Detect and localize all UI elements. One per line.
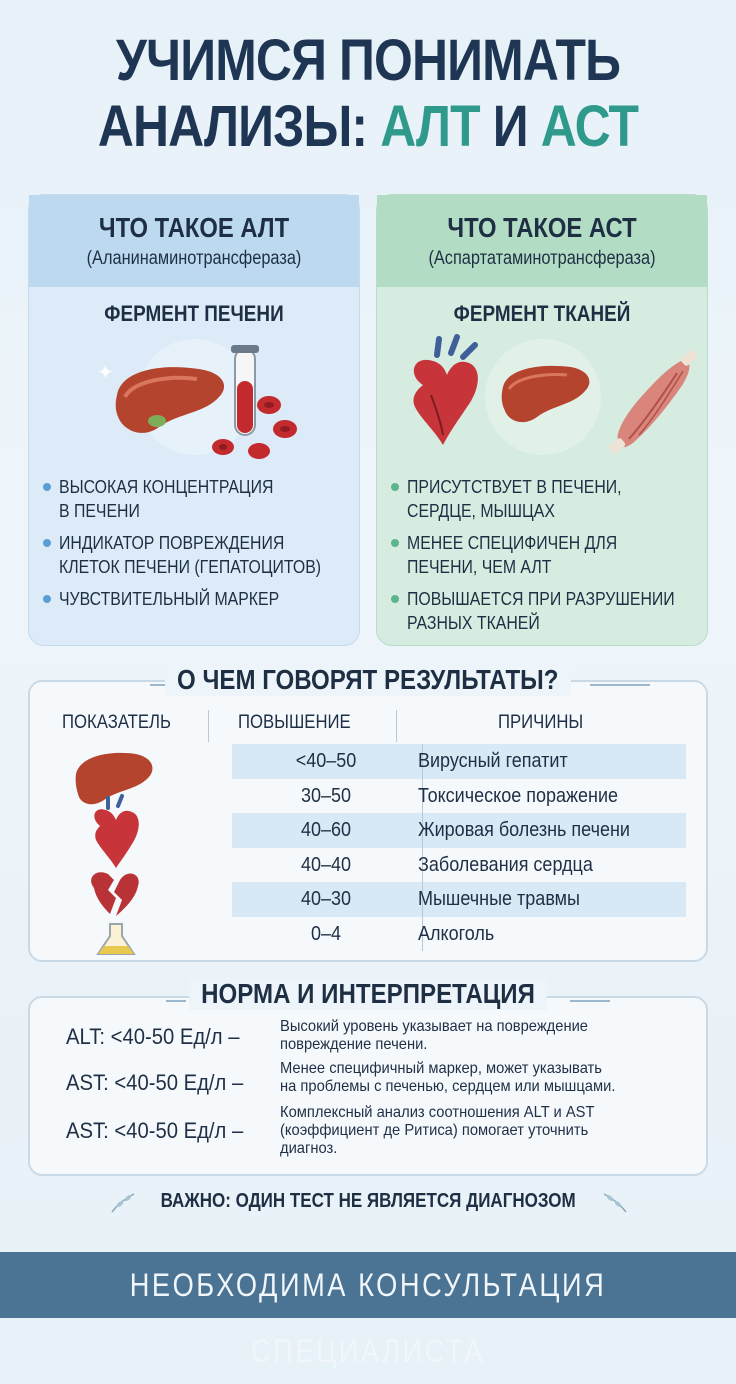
alt-bullet [59,587,347,611]
heart-icon [94,796,138,868]
alt-card-subtitle: (Аланинаминотрансфераза) [86,248,302,269]
column-divider [396,710,397,742]
ast-card-title: ЧТО ТАКОЕ АСТ [447,212,637,243]
title-line-2 [52,94,685,160]
row-reason: Жировая болезнь печени [418,819,630,841]
norm-text: Комплексный анализ соотношения ALT и AST [280,1104,595,1121]
ast-card-header [377,195,707,287]
ast-bullet-text: МЕНЕЕ СПЕЦИФИЧЕН ДЛЯ [407,533,618,553]
alt-bullet-text: ИНДИКАТОР ПОВРЕЖДЕНИЯ [59,533,285,553]
title-accent-ast: АСТ [540,94,639,159]
alt-card-title: ЧТО ТАКОЕ АЛТ [98,212,290,243]
table-row [232,882,686,917]
row-value: 40–60 [300,819,352,841]
ast-bullet [407,475,695,523]
ast-bullet [407,587,695,635]
norm-text: (коэффициент де Ритиса) помогает уточнить [280,1122,589,1139]
title-accent-alt: АЛТ [380,94,480,159]
ast-bullet-text: СЕРДЦЕ, МЫШЦАХ [407,501,555,521]
ast-card-kicker: ФЕРМЕНТ ТКАНЕЙ [453,301,631,326]
norm-text: Менее специфичный маркер, может указывать [280,1060,602,1077]
ast-bullet-text: ПРИСУТСТВУЕТ В ПЕЧЕНИ, [407,477,622,497]
norm-label: AST: <40-50 Ед/л – [66,1118,244,1143]
results-table [232,744,686,951]
norm-text: повреждение печени. [280,1036,428,1053]
row-reason: Алкоголь [418,922,495,945]
norm-text: Высокий уровень указывает на повреждение [280,1018,588,1035]
alt-bullet [59,531,347,579]
test-tube-icon [231,345,259,435]
norm-heading [30,978,706,1010]
ast-card-subtitle: (Аспартатаминотрансфераза) [428,248,656,269]
table-row [232,813,686,848]
title-mid: И [479,94,541,159]
important-note [0,1190,736,1213]
row-reason: Заболевания сердца [418,853,593,876]
norm-label: AST: <40-50 Ед/л – [66,1070,244,1095]
table-row [232,744,686,779]
results-section [28,664,708,962]
norm-heading-text: НОРМА И ИНТЕРПРЕТАЦИЯ [189,978,547,1010]
column-header: ПОВЫШЕНИЕ [238,712,351,733]
norm-section [28,978,708,1176]
footer-banner [0,1252,736,1369]
important-text: ВАЖНО: ОДИН ТЕСТ НЕ ЯВЛЯЕТСЯ ДИАГНОЗОМ [160,1190,576,1212]
ast-bullet-text: ПЕЧЕНИ, ЧЕМ АЛТ [407,557,552,577]
results-heading-text: О ЧЕМ ГОВОРЯТ РЕЗУЛЬТАТЫ? [165,664,570,696]
footer-text: НЕОБХОДИМА КОНСУЛЬТАЦИЯ СПЕЦИАЛИСТА [129,1267,607,1369]
column-divider [208,710,209,742]
ast-bullet-text: РАЗНЫХ ТКАНЕЙ [407,613,540,633]
heart-icon [413,337,477,445]
alt-bullet-text: ЧУВСТВИТЕЛЬНЫЙ МАРКЕР [59,589,280,609]
results-heading [30,664,706,696]
norm-row-ast [66,1060,706,1100]
column-header: ПРИЧИНЫ [498,712,584,733]
row-reason: Токсическое поражение [418,784,619,807]
table-row [232,848,686,883]
alt-bullet-text: В ПЕЧЕНИ [59,501,140,521]
title-line-1: УЧИМСЯ ПОНИМАТЬ [115,28,621,93]
table-row [232,779,686,814]
norm-label: ALT: <40-50 Ед/л – [66,1024,240,1049]
indicator-icons [70,748,160,963]
leaf-ornament-icon [600,1190,630,1216]
ast-bullets [377,465,707,635]
table-header [30,712,706,742]
row-value: <40–50 [295,750,357,772]
norm-text: диагноз. [280,1140,338,1157]
row-value: 40–40 [300,853,352,876]
alt-bullets [29,465,359,611]
table-row [232,917,686,952]
title-prefix: АНАЛИЗЫ: [97,94,381,159]
broken-heart-icon [91,872,139,916]
alt-illustration [29,335,359,465]
liver-icon [76,753,153,804]
alt-bullet-text: КЛЕТОК ПЕЧЕНИ (ГЕПАТОЦИТОВ) [59,557,322,577]
alt-card-header [29,195,359,287]
norm-row-alt [66,1018,706,1058]
alt-bullet-text: ВЫСОКАЯ КОНЦЕНТРАЦИЯ [59,477,274,497]
ast-illustration [377,335,707,465]
norm-row-ratio [66,1104,706,1164]
svg-text:✦: ✦ [97,362,114,384]
muscle-icon [608,349,699,455]
page-title [52,28,685,160]
row-value: 30–50 [300,784,352,807]
ast-bullet [407,531,695,579]
column-header: ПОКАЗАТЕЛЬ [62,712,171,733]
alt-card [28,194,360,646]
alt-card-kicker: ФЕРМЕНТ ПЕЧЕНИ [104,301,284,326]
row-value: 40–30 [300,888,352,910]
leaf-ornament-icon [108,1190,138,1216]
flask-icon [98,924,134,954]
row-value: 0–4 [310,922,342,945]
ast-bullet-text: ПОВЫШАЕТСЯ ПРИ РАЗРУШЕНИИ [407,589,675,609]
row-reason: Мышечные травмы [418,888,580,910]
row-reason: Вирусный гепатит [418,750,568,772]
ast-card [376,194,708,646]
norm-text: на проблемы с печенью, сердцем или мышцами. [280,1078,616,1095]
alt-bullet [59,475,347,523]
